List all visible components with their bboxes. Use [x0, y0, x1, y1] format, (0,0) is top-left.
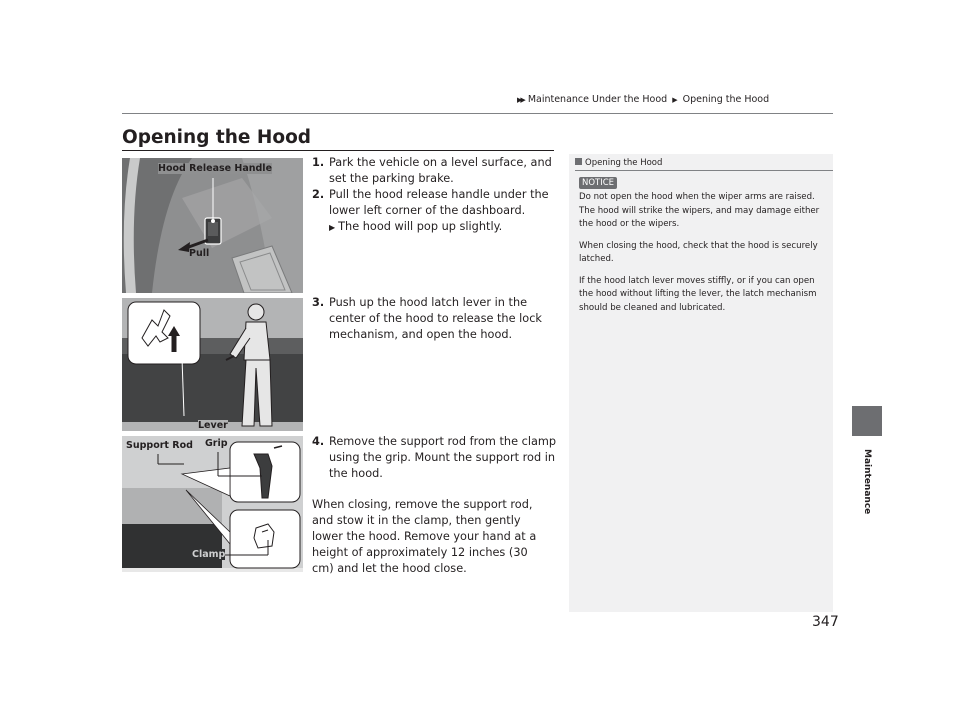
callout-pull: Pull: [189, 248, 210, 259]
double-arrow-icon: ▶▶: [517, 96, 524, 104]
step-number: 4.: [312, 435, 325, 448]
step-text: Park the vehicle on a level surface, and set the parking brake.: [329, 156, 552, 185]
callout-grip: Grip: [205, 438, 228, 449]
step-2-result: [312, 219, 557, 236]
chapter-tab-label: Maintenance: [862, 449, 872, 515]
step-4: [312, 434, 557, 482]
chapter-tab-marker: [852, 406, 882, 436]
arrow-icon: ▶: [672, 96, 678, 104]
step-3: [312, 295, 557, 343]
note-paragraph: If the hood latch lever moves stiffly, or if you can open the hood without lifting the lever, the latch mechanism should be cleaned and lubricated.: [579, 275, 817, 313]
notice-badge: NOTICE: [579, 177, 617, 189]
step-text: Push up the hood latch lever in the center of the hood to release the lock mechanism, and open the hood.: [329, 296, 542, 341]
note-rule: [575, 170, 833, 171]
breadcrumb: [517, 94, 769, 105]
header-rule: [122, 113, 833, 114]
step-4-block: [312, 434, 557, 482]
step-3-block: [312, 295, 557, 343]
callout-support-rod: Support Rod: [126, 440, 193, 451]
page-title: Opening the Hood: [122, 127, 312, 148]
note-paragraph: When closing the hood, check that the hood is securely latched.: [579, 240, 818, 264]
note-heading-text: Opening the Hood: [585, 158, 663, 168]
note-marker-icon: [575, 158, 582, 165]
note-body: [579, 191, 823, 323]
callout-lever: Lever: [198, 420, 228, 431]
step-2: [312, 187, 557, 219]
callout-hood-release-handle: Hood Release Handle: [158, 163, 273, 174]
closing-paragraph: When closing, remove the support rod, and stow it in the clamp, then gently lower the hood. Remove your hand at a height of approximately 12 inches (30 cm) and let the hood close.: [312, 498, 537, 575]
step-text: Remove the support rod from the clamp using the grip. Mount the support rod in the hood.: [329, 435, 557, 480]
step-number: 1.: [312, 156, 325, 169]
title-rule: [122, 150, 554, 151]
note-heading: [575, 158, 662, 168]
steps-1-2: [312, 155, 557, 236]
step-number: 3.: [312, 296, 325, 309]
step-result-text: The hood will pop up slightly.: [338, 220, 503, 233]
page-number: 347: [812, 614, 839, 630]
callout-clamp: Clamp: [192, 549, 226, 560]
hood-latch-lever-illustration: [122, 298, 303, 431]
breadcrumb-item-maintenance[interactable]: Maintenance Under the Hood: [527, 94, 668, 105]
support-rod-illustration: [122, 436, 303, 572]
step-text: Pull the hood release handle under the lower left corner of the dashboard.: [329, 188, 549, 217]
arrow-icon: ▶: [329, 223, 336, 232]
step-1: [312, 155, 557, 187]
breadcrumb-item-opening-hood[interactable]: Opening the Hood: [682, 94, 770, 105]
hood-release-illustration: [122, 158, 303, 293]
step-number: 2.: [312, 188, 325, 201]
note-paragraph: Do not open the hood when the wiper arms are raised. The hood will strike the wipers, and may damage either the hood or the wipers.: [579, 192, 820, 229]
